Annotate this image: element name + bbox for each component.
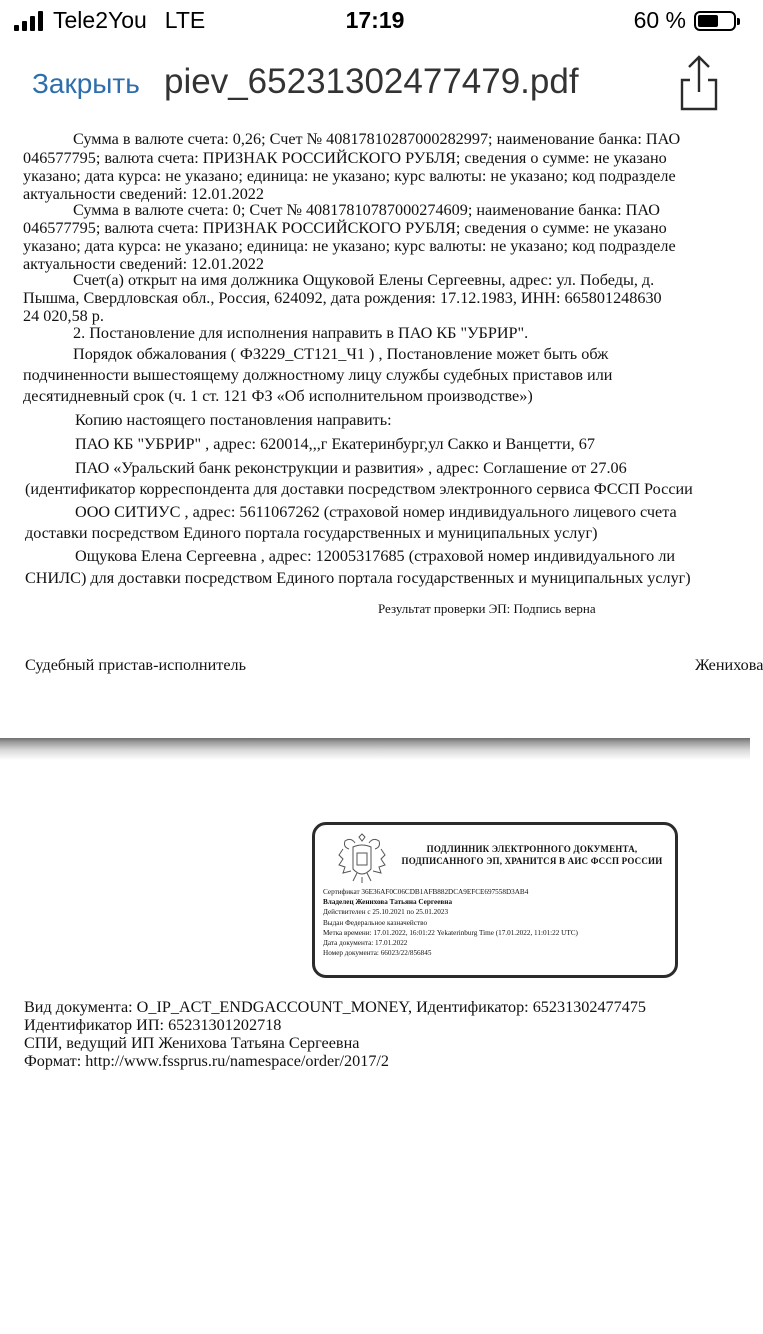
doc-line: 046577795; валюта счета: ПРИЗНАК РОССИЙСКОГО РУБЛЯ; сведения о сумме: не указано: [23, 219, 667, 237]
signature-stamp: [312, 822, 678, 978]
doc-line: указано; дата курса: не указано; единица: не указано; курс валюты: не указано; код подразделе: [23, 167, 676, 185]
share-icon: [676, 54, 722, 112]
doc-line: Сумма в валюте счета: 0; Счет № 40817810787000274609; наименование банка: ПАО: [73, 201, 660, 219]
doc-line: 24 020,58 р.: [23, 307, 104, 325]
doc-line: Сумма в валюте счета: 0,26; Счет № 40817810287000282997; наименование банка: ПАО: [73, 130, 681, 148]
doc-line: доставки посредством Единого портала государственных и муниципальных услуг): [25, 524, 598, 542]
stamp-title-line: ПОДЛИННИК ЭЛЕКТРОННОГО ДОКУМЕНТА,: [426, 844, 638, 854]
doc-line: актуальности сведений: 12.01.2022: [23, 255, 264, 273]
doc-line: Ощукова Елена Сергеевна , адрес: 12005317685 (страховой номер индивидуального ли: [75, 547, 676, 565]
doc-line: Порядок обжалования ( ФЗ229_СТ121_Ч1 ) , Постановление может быть обж: [73, 345, 609, 363]
stamp-owner: Владелец Женихова Татьяна Сергеевна: [323, 898, 453, 906]
share-button[interactable]: [676, 54, 722, 112]
battery-icon: [694, 11, 736, 31]
stamp-title-line: ПОДПИСАННОГО ЭП, ХРАНИТСЯ В АИС ФССП РОССИИ: [401, 856, 663, 866]
carrier-name: Tele2You: [53, 7, 147, 33]
battery-fill: [698, 15, 718, 27]
stamp-timestamp: Метка времени: 17.01.2022, 16:01:22 Yekaterinburg Time (17.01.2022, 11:01:22 UTC): [323, 929, 578, 937]
meta-doc-type: Вид документа: O_IP_ACT_ENDGACCOUNT_MONEY, Идентификатор: 65231302477475: [24, 998, 647, 1016]
doc-line: СНИЛС) для доставки посредством Единого портала государственных и муниципальных услуг): [25, 569, 691, 587]
doc-line: 046577795; валюта счета: ПРИЗНАК РОССИЙСКОГО РУБЛЯ; сведения о сумме: не указано: [23, 149, 667, 167]
stamp-certificate: Сертификат 36E36AF0C06CDB1AFB882DCA9EFCE697558D3AB4: [323, 888, 529, 896]
doc-line: Копию настоящего постановления направить:: [75, 411, 392, 429]
stamp-doc-number: Номер документа: 66023/22/856845: [323, 949, 432, 957]
close-button[interactable]: Закрыть: [32, 68, 140, 99]
document-title: piev_65231302477479.pdf: [164, 62, 579, 101]
doc-line: Пышма, Свердловская обл., Россия, 624092, дата рождения: 17.12.1983, ИНН: 665801248630: [23, 289, 662, 307]
status-right: [634, 7, 736, 34]
signature-check: Результат проверки ЭП: Подпись верна: [378, 601, 596, 616]
meta-spi: СПИ, ведущий ИП Женихова Татьяна Сергеевна: [24, 1034, 360, 1052]
stamp-valid: Действителен с 25.10.2021 по 25.01.2023: [323, 908, 449, 916]
doc-line: указано; дата курса: не указано; единица: не указано; курс валюты: не указано; код подразделе: [23, 237, 676, 255]
doc-line: Счет(а) открыт на имя должника Ощуковой Елены Сергеевны, адрес: ул. Победы, д.: [73, 271, 655, 289]
bailiff-label: Судебный пристав-исполнитель: [25, 656, 246, 674]
doc-line: 2. Постановление для исполнения направить в ПАО КБ "УБРИР".: [73, 324, 529, 342]
meta-format: Формат: http://www.fssprus.ru/namespace/order/2017/2: [24, 1052, 389, 1070]
doc-line: подчиненности вышестоящему должностному лицу службы судебных приставов или: [23, 366, 613, 384]
meta-ip-id: Идентификатор ИП: 65231301202718: [24, 1016, 282, 1034]
stamp-doc-date: Дата документа: 17.01.2022: [323, 939, 408, 947]
coat-of-arms-icon: [335, 833, 389, 885]
page-separator: [0, 738, 750, 760]
bailiff-name: Женихова: [695, 656, 763, 674]
status-bar: [0, 0, 750, 44]
doc-line: ООО СИТИУС , адрес: 5611067262 (страховой номер индивидуального лицевого счета: [75, 503, 677, 521]
doc-line: актуальности сведений: 12.01.2022: [23, 185, 264, 203]
doc-line: десятидневный срок (ч. 1 ст. 121 ФЗ «Об исполнительном производстве»): [23, 387, 533, 405]
battery-percent: 60 %: [633, 7, 686, 33]
stamp-issued: Выдан Федеральное казначейство: [323, 919, 428, 927]
status-time: 17:19: [345, 7, 405, 33]
navigation-bar: [0, 44, 750, 124]
doc-line: ПАО «Уральский банк реконструкции и развития» , адрес: Соглашение от 27.06: [75, 459, 627, 477]
doc-line: (идентификатор корреспондента для доставки посредством электронного сервиса ФССП России: [25, 480, 693, 498]
network-type: LTE: [164, 7, 206, 33]
pdf-page[interactable]: [0, 124, 763, 744]
stamp-title: [387, 843, 677, 867]
doc-line: ПАО КБ "УБРИР" , адрес: 620014,,,г Екатеринбург,ул Сакко и Ванцетти, 67: [75, 435, 595, 453]
